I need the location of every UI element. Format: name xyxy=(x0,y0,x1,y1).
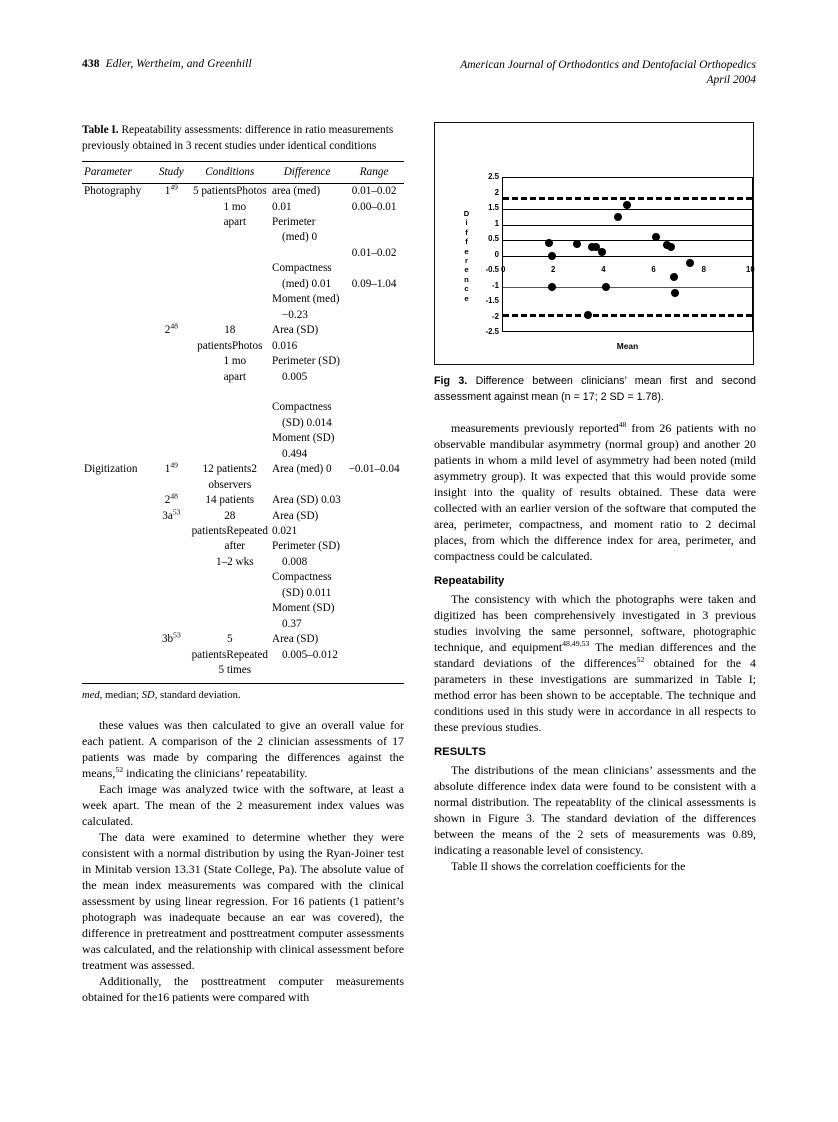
cell-conditions: 12 patients2 observers xyxy=(202,463,257,491)
cell-range xyxy=(344,493,404,508)
data-point xyxy=(614,213,622,221)
limit-of-agreement-line xyxy=(503,314,752,317)
col-header-range: Range xyxy=(344,162,404,184)
footnote-med-abbr: med, xyxy=(82,689,103,701)
journal-title: American Journal of Orthodontics and Dentofacial Orthopedics xyxy=(460,59,756,71)
table-row xyxy=(82,509,404,633)
paragraph-repeatability: The consistency with which the photographs were taken and digitized has been comprehensively investigated in 3 previous studies involving the same personnel, software, photographic technique, and equipment$^{48,49,53}$ The median differences and the standard deviations of the differences$^{52}$ obtained for the 4 parameters in these investigations are summarized in Table I; method error has been shown to be acceptable. The technique and conditions used in this study were in accordance in all respects to these previous studies. xyxy=(434,592,757,735)
table-label: Table I. xyxy=(82,124,119,136)
cell-difference: Area (SD) 0.021 Perimeter (SD) 0.008 Compactness (SD) 0.011 Moment (SD) 0.37 xyxy=(272,509,341,630)
paragraph-intro: measurements previously reported$^{48}$ from 26 patients with no observable mandibular asymmetry (normal group) and another 20 patients in whom a mild level of asymmetry had been noted (mild asymmetry group). It was expected that this would provide some insight into the quality of results obtained. These data were collected with an earlier version of the software that computed the area, perimeter, compactness, and moment ratio to 2 decimal places, from which the difference index for area, perimeter, and compactness could be calculated. xyxy=(434,420,757,564)
cell-conditions: 28 patientsRepeated after 1–2 wks xyxy=(191,509,268,568)
cell-conditions: 14 patients xyxy=(205,494,255,507)
figure-block xyxy=(434,122,756,405)
cell-parameter: Digitization xyxy=(84,463,138,476)
y-axis-title-letter: e xyxy=(464,265,469,275)
data-point xyxy=(548,283,556,291)
cell-range: 0.01–0.02 0.00–0.01 0.01–0.02 0.09–1.04 xyxy=(351,185,397,290)
y-tick-label: 2 xyxy=(494,187,499,197)
y-axis-title-letter: i xyxy=(465,218,468,228)
gridline xyxy=(503,225,752,226)
x-axis-title: Mean xyxy=(616,341,639,351)
cell-parameter xyxy=(82,323,153,462)
cell-conditions: 18 patientsPhotos 1 mo apart xyxy=(197,324,263,383)
y-tick-label: -2.5 xyxy=(485,327,499,336)
data-point xyxy=(545,239,553,247)
table-bottom-rule xyxy=(82,683,404,684)
paragraph-left-1: these values was then calculated to give an overall value for each patient. A comparison of the 2 clinician assessments of 17 patients was made by comparing the differences against the means,$^{52}$ indicating the clinicians’ repeatability. xyxy=(82,717,404,780)
y-axis-title-letter: f xyxy=(465,237,468,247)
table-row xyxy=(82,462,404,493)
section-heading-repeatability: Repeatability xyxy=(434,575,505,588)
cell-conditions: 5 patientsPhotos 1 mo apart xyxy=(192,185,267,228)
data-point xyxy=(652,233,660,241)
y-tick-label: 2.5 xyxy=(488,172,499,181)
cell-difference: Area (SD) 0.005–0.012 xyxy=(272,633,338,661)
x-tick-label: 10 xyxy=(746,264,755,274)
y-axis-title-letter: e xyxy=(464,293,469,303)
paragraph-left-2: Each image was analyzed twice with the software, at least a week apart. The mean of the 2 measurement index values was calculated. xyxy=(82,781,404,828)
table-row xyxy=(82,323,404,462)
x-tick-label: 6 xyxy=(651,264,656,274)
y-axis-title-letter: f xyxy=(465,227,468,237)
section-heading-results: RESULTS xyxy=(434,746,486,759)
data-point xyxy=(671,289,679,297)
left-column xyxy=(82,122,404,1005)
page-number: 438 xyxy=(82,58,100,70)
col-header-conditions: Conditions xyxy=(190,162,270,184)
gridline xyxy=(503,287,752,288)
cell-study: $2^{48}$ xyxy=(164,321,178,337)
cell-parameter xyxy=(82,493,153,508)
left-column-text xyxy=(82,717,404,1005)
y-tick-label: -2 xyxy=(492,311,499,321)
data-point xyxy=(573,240,581,248)
y-axis-title-letter: e xyxy=(464,246,469,256)
right-column xyxy=(434,122,756,874)
y-tick-label: 0.5 xyxy=(488,234,499,243)
issue-date: April 2004 xyxy=(706,74,756,87)
running-head-authors: Edler, Wertheim, and Greenhill xyxy=(105,58,252,70)
footnote-med-text: median; xyxy=(102,689,142,701)
figure-label: Fig 3. xyxy=(434,375,468,387)
chart-area xyxy=(453,133,755,356)
col-header-study: Study xyxy=(153,162,189,184)
data-point xyxy=(670,273,678,281)
col-header-parameter: Parameter xyxy=(82,162,153,184)
cell-study: $1^{49}$ xyxy=(164,460,178,476)
cell-study: $2^{48}$ xyxy=(164,491,178,507)
table-head xyxy=(82,162,404,184)
paragraph-results-2: Table II shows the correlation coefficients for the xyxy=(451,859,686,874)
x-tick-label: 8 xyxy=(701,264,706,274)
y-tick-label: 1.5 xyxy=(488,203,499,212)
footnote-sd-text: , standard deviation. xyxy=(154,689,241,701)
x-tick-label: 0 xyxy=(501,264,506,274)
y-axis-title-letter: c xyxy=(464,284,469,294)
col-header-difference: Difference xyxy=(270,162,344,184)
table-row xyxy=(82,632,404,678)
gridline xyxy=(503,240,752,241)
data-point xyxy=(667,243,675,251)
paragraph-results-1: The distributions of the mean clinicians’ assessments and the absolute difference index data were found to be consistent with a normal distribution. The repeatablity of the clinical assessments is shown in Figure 3. The standard deviation of the differences between the means of the 2 sets of measurements was 0.89, indicating a reasonable level of consistency. xyxy=(434,763,756,858)
cell-study: $3b^{53}$ xyxy=(161,630,181,646)
table-row xyxy=(82,493,404,508)
cell-parameter xyxy=(82,632,153,678)
running-head xyxy=(82,58,756,88)
footnote-sd-abbr: SD xyxy=(141,689,155,701)
figure-caption xyxy=(434,374,756,405)
cell-study: $1^{49}$ xyxy=(164,182,178,198)
data-point xyxy=(623,201,631,209)
table-block xyxy=(82,122,404,703)
table-caption-text: Repeatability assessments: difference in ratio measurements previously obtained in 3 recent studies under identical conditions xyxy=(82,124,394,153)
figure-frame xyxy=(434,122,754,365)
running-head-left xyxy=(82,58,252,70)
table-footnote xyxy=(82,689,404,703)
figure-caption-text: Difference between clinicians’ mean first and second assessment against mean (n = 17; 2 SD = 1.78). xyxy=(434,375,756,403)
paragraph-left-3: The data were examined to determine whether they were consistent with a normal distribution by using the Ryan-Joiner test in Minitab version 13.31 (State College, Pa). The absolute value of the mean index measurements was compared with the clinical assessment by using linear regression. For 16 patients (1 patient’s photograph was inadequate because an ear was covered), the difference in pretreatment and posttreatment computer assessments was calculated, and the relationship with clinical assessment before treatment was assessed. xyxy=(82,829,404,972)
cell-difference: area (med) 0.01 Perimeter (med) 0 Compactness (med) 0.01 Moment (med) −0.23 xyxy=(272,185,340,321)
cell-range xyxy=(344,509,404,633)
table-row xyxy=(82,184,404,324)
cell-difference: Area (med) 0 xyxy=(272,463,332,476)
y-tick-label: 1 xyxy=(494,218,499,228)
cell-conditions: 5 patientsRepeated 5 times xyxy=(191,633,268,677)
data-point xyxy=(598,248,606,256)
y-axis-title-letter: n xyxy=(464,274,469,284)
cell-study: $3a^{53}$ xyxy=(162,506,181,522)
data-point xyxy=(584,311,592,319)
table-header-row xyxy=(82,162,404,184)
repeatability-table xyxy=(82,161,404,679)
zero-line xyxy=(503,256,752,257)
cell-difference: Area (SD) 0.016 Perimeter (SD) 0.005 Compactness (SD) 0.014 Moment (SD) 0.494 xyxy=(272,324,341,460)
cell-parameter xyxy=(82,509,153,633)
x-tick-label: 4 xyxy=(601,264,606,274)
y-axis-title-letter: r xyxy=(465,256,468,266)
y-tick-label: 0 xyxy=(494,249,499,259)
paragraph-left-4: Additionally, the posttreatment computer measurements obtained for the16 patients were compared with xyxy=(82,973,404,1004)
table-body xyxy=(82,184,404,679)
data-point xyxy=(548,252,556,260)
scatter-plot xyxy=(502,177,753,332)
cell-range: −0.01–0.04 xyxy=(348,463,400,476)
limit-of-agreement-line xyxy=(503,197,752,200)
y-tick-label: -0.5 xyxy=(485,265,499,274)
cell-range xyxy=(344,632,404,678)
y-tick-label: -1 xyxy=(492,280,499,290)
x-tick-label: 2 xyxy=(551,264,556,274)
cell-parameter: Photography xyxy=(84,185,142,198)
cell-difference: Area (SD) 0.03 xyxy=(272,494,341,507)
y-axis-title xyxy=(461,209,472,303)
cell-range xyxy=(344,323,404,462)
data-point xyxy=(602,283,610,291)
data-point xyxy=(686,259,694,267)
y-tick-label: -1.5 xyxy=(485,296,499,305)
y-axis-ticks xyxy=(473,172,499,336)
right-column-text xyxy=(434,420,756,874)
table-caption xyxy=(82,122,404,154)
running-head-right xyxy=(460,58,756,88)
y-axis-title-letter: D xyxy=(463,209,470,218)
